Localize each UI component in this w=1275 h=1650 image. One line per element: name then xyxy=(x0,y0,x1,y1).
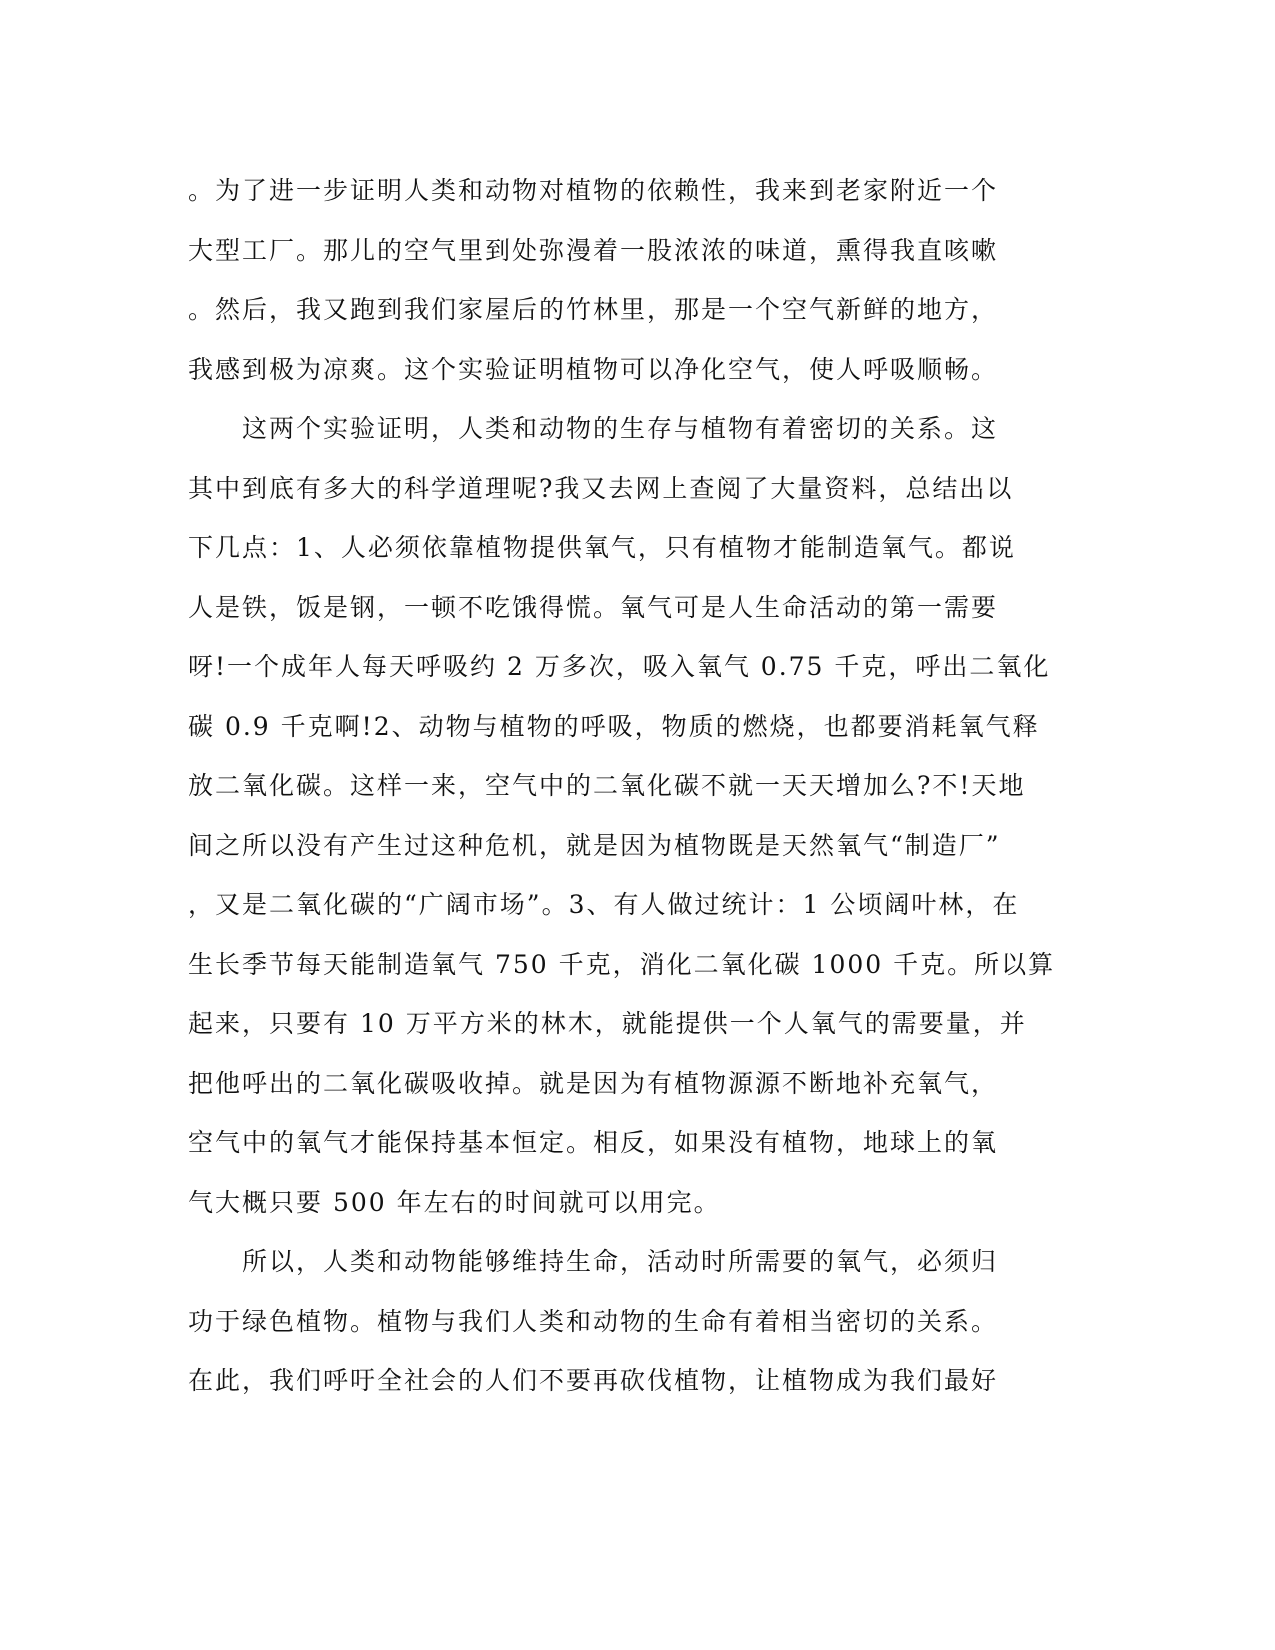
text-line: 呀!一个成年人每天呼吸约 2 万多次，吸入氧气 0.75 千克，呼出二氧化 xyxy=(188,652,1051,681)
text-line: 在此，我们呼吁全社会的人们不要再砍伐植物，让植物成为我们最好 xyxy=(188,1366,999,1395)
text-line: 。为了进一步证明人类和动物对植物的依赖性，我来到老家附近一个 xyxy=(188,176,999,205)
text-line: 气大概只要 500 年左右的时间就可以用完。 xyxy=(188,1187,721,1217)
text-line: 其中到底有多大的科学道理呢?我又去网上查阅了大量资料，总结出以 xyxy=(188,473,1014,503)
text-line: 我感到极为凉爽。这个实验证明植物可以净化空气，使人呼吸顺畅。 xyxy=(188,354,999,384)
text-line: 这两个实验证明，人类和动物的生存与植物有着密切的关系。这 xyxy=(188,414,999,443)
text-line: 起来，只要有 10 万平方米的林木，就能提供一个人氧气的需要量，并 xyxy=(188,1009,1027,1038)
text-line: 功于绿色植物。植物与我们人类和动物的生命有着相当密切的关系。 xyxy=(188,1306,999,1336)
text-line: 间之所以没有产生过这种危机，就是因为植物既是天然氧气“制造厂” xyxy=(188,830,1001,860)
text-line: 。然后，我又跑到我们家屋后的竹林里，那是一个空气新鲜的地方， xyxy=(188,295,999,324)
essay-body xyxy=(188,161,1088,1411)
text-line: ，又是二氧化碳的“广阔市场”。3、有人做过统计：1 公顷阔叶林，在 xyxy=(188,890,1020,919)
text-line: 下几点：1、人必须依靠植物提供氧气，只有植物才能制造氧气。都说 xyxy=(188,533,1016,562)
text-line: 大型工厂。那儿的空气里到处弥漫着一股浓浓的味道，熏得我直咳嗽 xyxy=(188,235,999,265)
text-line: 放二氧化碳。这样一来，空气中的二氧化碳不就一天天增加么?不!天地 xyxy=(188,771,1026,800)
text-line: 人是铁，饭是钢，一顿不吃饿得慌。氧气可是人生命活动的第一需要 xyxy=(188,592,999,622)
text-line: 碳 0.9 千克啊!2、动物与植物的呼吸，物质的燃烧，也都要消耗氧气释 xyxy=(188,711,1040,741)
text-line: 生长季节每天能制造氧气 750 千克，消化二氧化碳 1000 千克。所以算 xyxy=(188,949,1056,979)
text-line: 空气中的氧气才能保持基本恒定。相反，如果没有植物，地球上的氧 xyxy=(188,1128,999,1157)
text-line: 把他呼出的二氧化碳吸收掉。就是因为有植物源源不断地补充氧气， xyxy=(188,1068,999,1098)
text-line: 所以，人类和动物能够维持生命，活动时所需要的氧气，必须归 xyxy=(188,1247,999,1276)
